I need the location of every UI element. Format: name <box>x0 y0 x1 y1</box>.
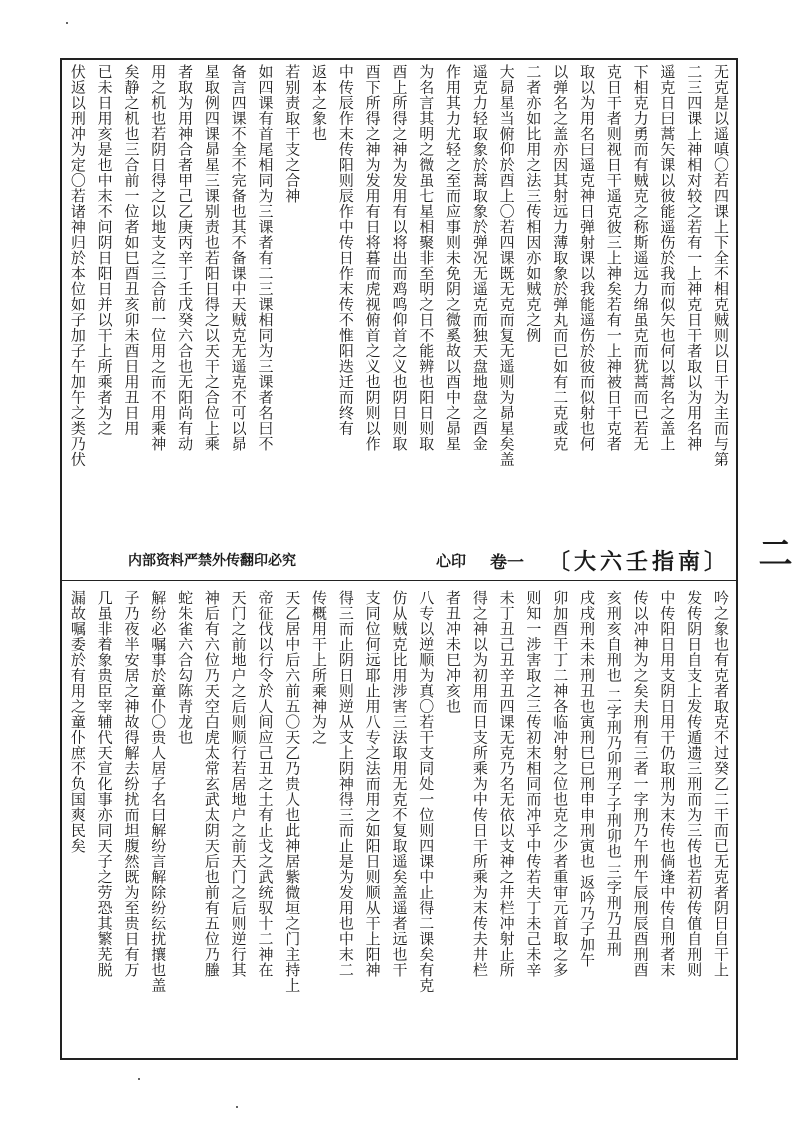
lower-text-column-21: 蛇朱雀六合勾陈青龙也 <box>176 590 195 745</box>
lower-text-column-1: 吟之象也有克者取克不过癸乙二干而已无克者阴日自干上 <box>712 590 730 978</box>
lower-text-column-22: 解纷必嘱事於童仆〇贵人居子名曰解纷言解除纷纭扰攘也盖 <box>149 590 168 993</box>
lower-text-column-12: 八专以逆顺为真〇若干支同处一位则四课中止得二课矣有克 <box>417 590 436 993</box>
lower-text-column-11: 者丑冲未巳冲亥也 <box>444 590 463 714</box>
lower-text-column-8: 则知一涉害取之三传初末相同而冲乎中传若夫丁未己未辛 <box>524 590 543 978</box>
book-title: 〔大六壬指南〕 <box>547 548 730 575</box>
upper-text-column-25: 伏返以刑冲为定〇若诸神归於本位如子加子午加午之类乃伏 <box>68 64 87 467</box>
upper-text-column-3: 遥克日曰蒿矢课以彼能遥伤於我而似矢也何以蒿名之盖上 <box>658 64 677 452</box>
upper-text-column-8: 二者亦如比用之法三传相因亦如贼克之例 <box>524 64 543 343</box>
upper-text-column-15: 中传辰作末传阳则辰作中传日作末传不惟阳迭迁而终有 <box>336 64 355 436</box>
lower-text-column-3: 中传阳日用支阴日用干仍取刑为末传也倘逢中传自刑者末 <box>658 590 677 978</box>
upper-text-column-10: 遥克力轻取象於蒿取象於弹况无遥克而独天盘地盘之酉金 <box>470 64 489 452</box>
upper-text-column-9: 大昴星当俯仰於酉上〇若四课既无克而复无遥则为昴星矣盖 <box>497 64 516 467</box>
lower-text-column-13: 仿从贼克比用涉害三法取用无克不复取遥矣盖遥者远也干 <box>390 590 409 978</box>
upper-text-column-12: 为名言其明之微虽七星相聚非至明之日不能辨也阳日则取 <box>417 64 436 452</box>
running-header <box>435 540 738 580</box>
lower-text-column-14: 支同位何远耶止用八专之法而用之如阳日则顺从干上阳神 <box>363 590 382 978</box>
upper-text-column-4: 下相克力勇而有贼克之称斯遥远力绵虽克而犹蒿而已若无 <box>631 64 650 452</box>
lower-text-column-18: 帝征伐以行令於人间应己丑之土有止戈之武统驭十二神在 <box>256 590 275 978</box>
lower-text-column-20: 神后有六位乃天空白虎太常玄武太阴天后也前有五位乃螣 <box>202 590 221 978</box>
upper-text-column-21: 者取为用神合者甲己乙庚丙辛丁壬戊癸六合也无阳尚有动 <box>176 64 195 452</box>
upper-text-column-20: 星取例四课昴星三课别责也若阳日得之以天干之合位上乘 <box>202 64 221 452</box>
lower-text-column-4: 传以冲神为之矣夫刑有三者一字刑乃午刑午辰刑辰酉刑酉 <box>631 590 650 978</box>
scan-speck <box>236 1106 238 1108</box>
upper-text-column-13: 酉上所得之神为发用有以将出而鸡鸣仰首之义也阴日则取 <box>390 64 409 452</box>
divider-rule <box>60 580 738 581</box>
page-number: 二 <box>752 535 792 571</box>
scan-speck <box>66 22 68 24</box>
upper-text-column-6: 取以为用名曰遥克神日弹射课以我能遥伤於彼而似射也何 <box>578 64 597 452</box>
lower-text-column-10: 得之神以为初用而日支所乘为中传日干所乘为末传夫井栏 <box>470 590 489 978</box>
upper-text-column-11: 作用其力尤轻之至而应事则未免阴之微奚故以酉中之昴星 <box>444 64 463 452</box>
lower-text-column-24: 几虽非着象贵臣宰辅代天宣化事亦同天子之劳恐其繁芜脱 <box>95 590 114 978</box>
seal-text: 心印 <box>435 551 466 570</box>
lower-text-column-5: 亥刑亥自刑也 二字刑乃卯刑子子刑卯也 三字刑乃丑刑 <box>604 590 623 958</box>
lower-text-column-7: 卯加酉干丁二神各临冲射之位也克之少者重审元首取之多 <box>551 590 570 978</box>
scan-speck <box>138 1078 140 1080</box>
lower-text-column-9: 未丁丑己丑辛丑四课无克乃名无依以支神之井栏冲射止所 <box>497 590 516 978</box>
upper-text-column-16: 返本之象也 <box>310 64 329 142</box>
lower-text-column-23: 子乃夜半安居之神故得解去纷扰而坦腹然既为至贵日有万 <box>122 590 141 978</box>
lower-text-column-6: 戌戌刑未未刑丑也寅刑巳巳刑申申刑寅也 返吟乃子加午 <box>578 590 597 968</box>
upper-text-column-17: 若别责取干支之合神 <box>283 64 302 204</box>
upper-text-column-24: 已未日用亥是也中末不问阴日阳日并以干上所乘者为之 <box>95 64 114 436</box>
upper-text-column-22: 用之机也若阴日得之以地支之三合前一位用之而不用乘神 <box>149 64 168 452</box>
upper-text-block <box>64 64 734 538</box>
notice-text: 内部资料严禁外传翻印必究 <box>128 553 296 569</box>
notice-strip <box>62 540 362 580</box>
upper-text-column-2: 二三四课上神相对较之若有一上神克日干者取以为用名神 <box>685 64 704 452</box>
lower-text-column-17: 天乙居中后六前五〇天乙乃贵人也此神居紫微垣之门主持上 <box>283 590 302 993</box>
upper-text-column-5: 克日干者则视日干遥克彼三上神矣若有一上神被日干克者 <box>604 64 623 452</box>
lower-text-column-15: 得三而止阴日则逆从支上阴神得三而止是为发用也中末二 <box>336 590 355 978</box>
upper-text-column-23: 矣静之机也三合前一位者如巳酉丑亥卯未酉日用丑日用 <box>122 64 141 436</box>
upper-text-column-1: 无克是以遥嗔〇若四课上下全不相克贼则以日干为主而与第 <box>712 64 730 467</box>
lower-text-column-25: 漏故嘱委於有用之童仆庶不负国爽民矣 <box>68 590 87 854</box>
lower-text-column-19: 天门之前地户之后则顺行若居地户之前天门之后则逆行其 <box>229 590 248 978</box>
upper-text-column-14: 酉下所得之神为发用有日将暮而虎视俯首之义也阴则以作 <box>363 64 382 452</box>
upper-text-column-18: 如四课有首尾相同为三课者有二三课相同为三课者名曰不 <box>256 64 275 452</box>
lower-text-block <box>64 590 734 1054</box>
upper-text-column-7: 以弹名之盖亦因其射远力薄取象於弹丸而已如有二克或克 <box>551 64 570 452</box>
lower-text-column-16: 传概用干上所乘神为之 <box>310 590 329 745</box>
upper-text-column-19: 备言四课不全不完备也其不备课中天贼克无遥克不可以昴 <box>229 64 248 452</box>
volume-label: 卷一 <box>489 552 524 573</box>
lower-text-column-2: 发传阴日自支上发传遁遗三刑而为三传也若初传值自刑则 <box>685 590 704 978</box>
